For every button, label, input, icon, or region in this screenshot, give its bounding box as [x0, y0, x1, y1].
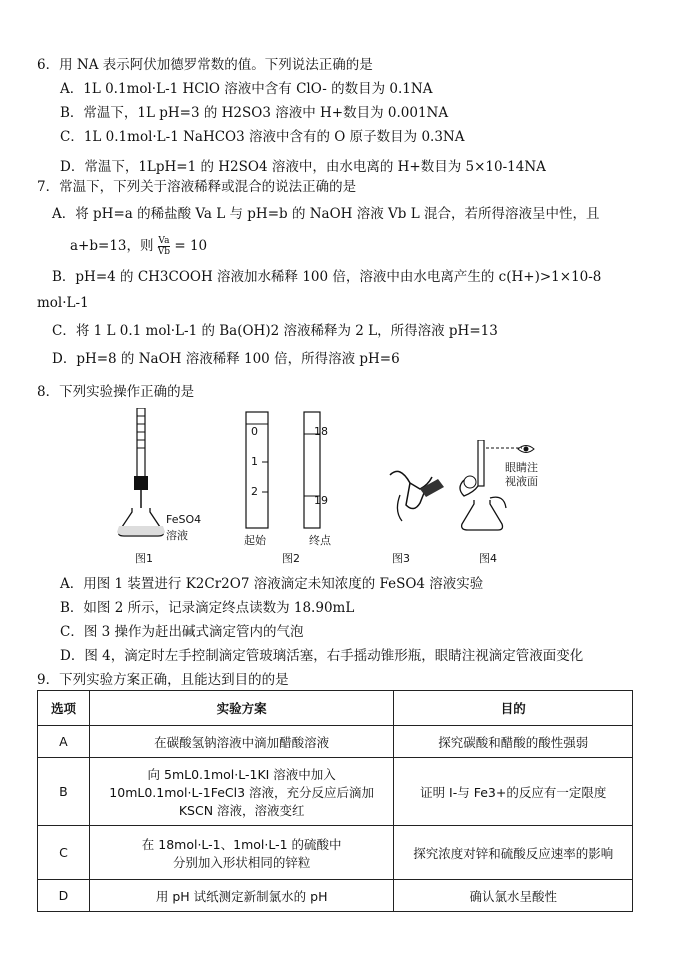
figure-2-scale-2: 2	[251, 485, 258, 498]
table-row	[38, 826, 633, 880]
row-b-goal: 证明 I-与 Fe3+的反应有一定限度	[394, 758, 633, 826]
q6-option-a: A．1L 0.1mol·L-1 HClO 溶液中含有 ClO- 的数目为 0.1NA	[60, 81, 433, 97]
row-c-plan	[89, 826, 394, 880]
q7-option-a-line1: A．将 pH=a 的稀盐酸 Va L 与 pH=b 的 NaOH 溶液 Vb L 混合，若所得溶液呈中性，且	[52, 206, 600, 222]
row-d-goal: 确认氯水呈酸性	[394, 880, 633, 912]
q7-a-fraction	[158, 236, 170, 257]
q9-stem: 9．下列实验方案正确，且能达到目的的是	[37, 672, 289, 688]
q6-option-d: D．常温下，1LpH=1 的 H2SO4 溶液中，由水电离的 H+数目为 5×10-14NA	[60, 159, 546, 175]
q8-stem: 8．下列实验操作正确的是	[37, 384, 195, 400]
row-b-plan-line: 向 5mL0.1mol·L-1KI 溶液中加入	[147, 766, 336, 782]
q7-option-c: C．将 1 L 0.1 mol·L-1 的 Ba(OH)2 溶液稀释为 2 L，所得溶液 pH=13	[52, 323, 498, 339]
row-b-plan-line: KSCN 溶液，溶液变红	[178, 802, 305, 818]
figure-2-caption: 图2	[282, 552, 300, 565]
row-a-option: A	[38, 726, 90, 758]
eye-icon	[516, 442, 536, 456]
row-b-plan-line: 10mL0.1mol·L-1FeCl3 溶液，充分反应后滴加	[109, 784, 375, 800]
row-c-plan-line: 在 18mol·L-1、1mol·L-1 的硫酸中	[141, 836, 342, 852]
q7-option-d: D．pH=8 的 NaOH 溶液稀释 100 倍，所得溶液 pH=6	[52, 351, 400, 367]
q7-a-frac-den: Vb	[157, 247, 171, 257]
header-goal: 目的	[394, 691, 633, 726]
figure-4-note-line1: 眼睛注	[505, 461, 538, 474]
q8-option-c: C．图 3 操作为赶出碱式滴定管内的气泡	[60, 624, 304, 640]
q7-a-result: = 10	[174, 238, 208, 254]
q7-a-condition: a+b=13，则	[70, 238, 154, 254]
row-d-plan	[89, 880, 394, 912]
q7-option-b-line1: B．pH=4 的 CH3COOH 溶液加水稀释 100 倍，溶液中由水电离产生的 c(H+)>1×10-8	[52, 269, 602, 285]
figure-4-note-line2: 视液面	[505, 475, 538, 488]
q6-option-b: B．常温下，1L pH=3 的 H2SO3 溶液中 H+数目为 0.001NA	[60, 105, 449, 121]
table-row	[38, 726, 633, 758]
q7-a-frac-num: Va	[158, 236, 170, 246]
header-option: 选项	[38, 691, 90, 726]
row-c-goal: 探究浓度对锌和硫酸反应速率的影响	[394, 826, 633, 880]
row-a-plan	[89, 726, 394, 758]
q7-option-a-line2	[70, 236, 207, 257]
q8-option-a: A．用图 1 装置进行 K2Cr2O7 溶液滴定未知浓度的 FeSO4 溶液实验	[60, 576, 484, 592]
row-c-plan-line: 分别加入形状相同的锌粒	[172, 854, 311, 870]
row-b-option: B	[38, 758, 90, 826]
q7-stem: 7．常温下，下列关于溶液稀释或混合的说法正确的是	[37, 179, 357, 195]
q8-option-b: B．如图 2 所示，记录滴定终点读数为 18.90mL	[60, 600, 355, 616]
table-row	[38, 758, 633, 826]
q6-stem: 6．用 NA 表示阿伏加德罗常数的值。下列说法正确的是	[37, 57, 373, 73]
q7-option-b-line2: mol·L-1	[37, 295, 89, 311]
figure-1-caption: 图1	[135, 552, 153, 565]
row-c-option: C	[38, 826, 90, 880]
row-b-plan	[89, 758, 394, 826]
figure-1-solution-label: FeSO4	[166, 513, 202, 526]
figure-1-solution-label-2: 溶液	[166, 529, 188, 542]
row-a-goal: 探究碳酸和醋酸的酸性强弱	[394, 726, 633, 758]
row-a-plan-line: 在碳酸氢钠溶液中滴加醋酸溶液	[154, 734, 330, 750]
q6-option-c: C．1L 0.1mol·L-1 NaHCO3 溶液中含有的 O 原子数目为 0.3NA	[60, 129, 465, 145]
figure-2-end-label: 终点	[309, 534, 331, 547]
figure-2-scale-19: 19	[314, 494, 328, 507]
figure-4-caption: 图4	[479, 552, 497, 565]
q8-option-d: D．图 4，滴定时左手控制滴定管玻璃活塞，右手摇动锥形瓶，眼睛注视滴定管液面变化	[60, 648, 584, 664]
q9-table	[37, 690, 633, 912]
figure-3-bubble-removal	[380, 455, 450, 535]
figure-2-scale-0: 0	[251, 425, 258, 438]
table-header-row	[38, 691, 633, 726]
table-row	[38, 880, 633, 912]
row-d-option: D	[38, 880, 90, 912]
figure-2-scale-1: 1	[251, 455, 258, 468]
figure-2-scale-18: 18	[314, 425, 328, 438]
figure-3-caption: 图3	[392, 552, 410, 565]
header-plan: 实验方案	[89, 691, 394, 726]
figure-2-start-label: 起始	[244, 534, 266, 547]
row-d-plan-line: 用 pH 试纸测定新制氯水的 pH	[155, 888, 328, 904]
